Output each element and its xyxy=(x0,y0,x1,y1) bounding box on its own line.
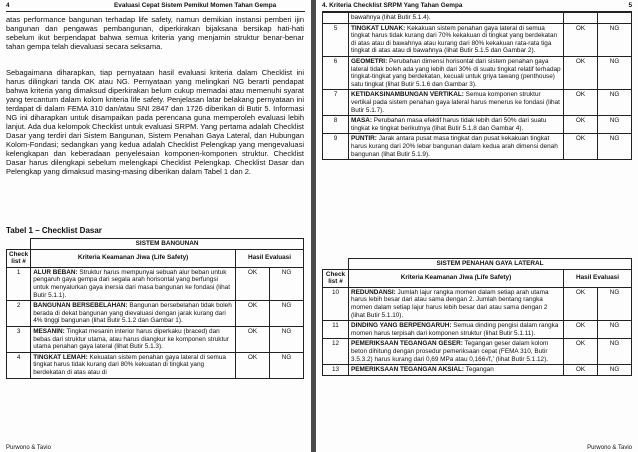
checklist-number: 13 xyxy=(323,365,349,376)
right-page-header xyxy=(322,2,632,12)
result-ok[interactable]: OK xyxy=(564,365,598,376)
left-page xyxy=(0,0,311,452)
result-ok[interactable]: OK xyxy=(236,352,270,378)
continuation-text: bawahnya (lihat Butir 5.1.4). xyxy=(349,13,564,24)
right-footer: Purwono & Tavio xyxy=(587,445,632,451)
result-ok[interactable]: OK xyxy=(564,23,598,56)
criteria-cell xyxy=(349,56,564,89)
criteria-title: ALUR BEBAN: xyxy=(33,268,78,276)
checklist-table-right-top xyxy=(322,12,632,160)
checklist-number: 11 xyxy=(323,321,349,339)
result-ng[interactable]: NG xyxy=(598,321,632,339)
result-ng[interactable]: NG xyxy=(598,287,632,320)
result-ok[interactable]: OK xyxy=(564,116,598,134)
criteria-cell xyxy=(349,321,564,339)
table-row xyxy=(323,116,632,134)
checklist-table-right-bottom xyxy=(322,258,632,376)
left-page-header xyxy=(6,2,305,12)
criteria-cell xyxy=(31,267,236,300)
result-ng[interactable]: NG xyxy=(598,90,632,116)
criteria-title: PUNTIR: xyxy=(351,135,377,143)
criteria-title: TINGKAT LUNAK: xyxy=(351,24,406,32)
criteria-title: DINDING YANG BERPENGARUH: xyxy=(351,322,452,330)
criteria-text: Tegangan xyxy=(464,366,494,374)
result-ok[interactable]: OK xyxy=(236,267,270,300)
criteria-cell xyxy=(349,23,564,56)
criteria-text: Struktur harus mempunyai sebuah alur beban untuk pengaruh gaya gempa dari segala arah horisontal yang berfungsi untuk menyalurkan gaya inersia dari masa bangunan ke fondasi (lihat Butir 5.1.1). xyxy=(33,268,230,299)
table-row xyxy=(7,301,304,327)
result-ng[interactable]: NG xyxy=(270,301,304,327)
col-header-criteria: Kriteria Keamanan Jiwa (Life Safety) xyxy=(31,249,236,267)
result-ok[interactable]: OK xyxy=(564,339,598,365)
checklist-number: 12 xyxy=(323,339,349,365)
checklist-number: 7 xyxy=(323,90,349,116)
criteria-title: BANGUNAN BERSEBELAHAN: xyxy=(33,302,128,310)
criteria-cell xyxy=(349,287,564,320)
table-row xyxy=(323,90,632,116)
col-header-result: Hasil Evaluasi xyxy=(564,269,632,287)
col-header-result: Hasil Evaluasi xyxy=(236,249,304,267)
criteria-title: GEOMETRI: xyxy=(351,57,388,65)
checklist-number: 4 xyxy=(7,352,31,378)
result-ng[interactable]: NG xyxy=(270,326,304,352)
result-ng[interactable]: NG xyxy=(270,352,304,378)
criteria-cell xyxy=(31,326,236,352)
result-ng[interactable]: NG xyxy=(598,339,632,365)
result-ng[interactable]: NG xyxy=(598,116,632,134)
criteria-text: Bangunan bersebelahan tidak boleh berada di dekat bangunan yang dievaluasi dengan jarak kurang dari 4% tinggi bangunan (lihat Butir 5.1.2 dan Gambar 1). xyxy=(33,302,232,325)
col-header-checklist: Check list # xyxy=(7,249,31,267)
table-row xyxy=(7,267,304,300)
checklist-number: 10 xyxy=(323,287,349,320)
checklist-number: 9 xyxy=(323,134,349,160)
criteria-title: MASA: xyxy=(351,117,372,125)
criteria-text: Tingkat mesanin interior harus diperkaku (braced) dan bebas dari struktur utama, atau harus diangkur ke komponen struktur utama penahan gaya lateral (lihat Butir 5.1.3). xyxy=(33,327,229,351)
table-row xyxy=(7,326,304,352)
result-ok[interactable]: OK xyxy=(564,287,598,320)
criteria-text: Jumlah lajur rangka momen dalam setiap arah utama harus lebih besar dari atau sama dengan 2. Jumlah bentang rangka momen dalam setiap lajur harus lebih besar dari atau sama dengan 2 (lihat Butir 5.1.10). xyxy=(351,288,549,319)
criteria-cell xyxy=(31,301,236,327)
criteria-title: PEMERIKSAAN TEGANGAN AKSIAL: xyxy=(351,366,465,374)
paragraph-intro: atas performance bangunan terhadap life safety, namun demikian instansi pemberi ijin bangunan dan pengawas pembangunan, diperkirakan bijaksana bersikap hati-hati sebelum ikut berpendapat bahwa semua kriteria yang menjamin struktur benar-benar tahan gempa telah dievaluasi secara seksama. xyxy=(6,15,304,51)
table-row xyxy=(323,365,632,376)
right-page-number: 5 xyxy=(628,2,632,9)
left-page-number: 4 xyxy=(6,2,10,9)
criteria-cell xyxy=(349,134,564,160)
result-ok[interactable]: OK xyxy=(564,134,598,160)
left-footer: Purwono & Tavio xyxy=(6,445,51,451)
table-row xyxy=(323,23,632,56)
section-header-building-system: SISTEM BANGUNAN xyxy=(31,239,304,250)
criteria-text: Kekuatan sistem penahan gaya lateral di semua tingkat harus tidak kurang dari 80% kekuatan di tingkat yang berdekatan di atas atau di xyxy=(33,353,226,376)
section-header-lateral-system: SISTEM PENAHAN GAYA LATERAL xyxy=(349,259,632,270)
result-ok[interactable]: OK xyxy=(564,321,598,339)
criteria-title: MESANIN: xyxy=(33,327,65,335)
col-header-checklist: Check list # xyxy=(323,269,349,287)
left-running-title: Evaluasi Cepat Sistem Pemikul Momen Tahan Gempa xyxy=(114,2,277,9)
result-ok[interactable]: OK xyxy=(564,56,598,89)
criteria-text: Semua komponen struktur vertikal pada sistem penahan gaya lateral harus menerus ke fondasi (lihat Butir 5.1.7). xyxy=(351,91,560,114)
checklist-number: 3 xyxy=(7,326,31,352)
criteria-cell xyxy=(349,365,564,376)
criteria-title: KETIDAKSINAMBUNGAN VERTIKAL: xyxy=(351,91,464,99)
table-row xyxy=(323,134,632,160)
criteria-title: REDUNDANSI: xyxy=(351,288,396,296)
checklist-number: 6 xyxy=(323,56,349,89)
criteria-text: Jarak antara pusat masa tingkat dan pusat kekakuan tingkat harus kurang dari 20% lebar bangunan dalam kedua arah dimensi denah bangunan (lihat Butir 5.1.9). xyxy=(351,135,558,158)
criteria-cell xyxy=(31,352,236,378)
table-row xyxy=(7,352,304,378)
criteria-title: TINGKAT LEMAH: xyxy=(33,353,88,361)
result-ng[interactable]: NG xyxy=(598,56,632,89)
paragraph-checklist-explanation: Sebagaimana diharapkan, tiap pernyataan hasil evaluasi kriteria dalam Checklist ini harus dilingkari tanda OK atau NG. Pernyataan yang melingkari NG berarti pendapat bahwa kriteria yang dimaksud diperkirakan belum cukup memadai atau memenuhi syarat yang tercantum dalam kolom kriteria life safety. Penjelasan latar belakang pernyataan ini terdapat di dalam FEMA 310 dan/atau SNI 2847 dan 1726 diberikan di Butir 5. Informasi NG ini diharapkan untuk disampaikan pada perencana guna memperoleh evaluasi lebih lanjut. Ada dua kelompok Checklist untuk evaluasi SRPM. Yang pertama adalah Checklist Dasar yang terdiri dari Sistem Bangunan, Sistem Penahan Gaya Lateral, dan Hubungan Kolom-Fondasi; sedangkan yang kedua adalah Checklist Pelengkap yang mengevaluasi kelengkapan dan keberadaan penyelesaian komponen-komponen struktur. Checklist Dasar harus dilengkapi sebelum melengkapi Checklist Pelengkap. Checklist Dasar dan Pelengkap yang dimaksud masing-masing diberikan dalam Tabel 1 dan 2. xyxy=(6,68,304,176)
table-row xyxy=(323,339,632,365)
criteria-cell xyxy=(349,339,564,365)
criteria-text: Semua dinding pengisi dalam rangka momen harus terpisah dari komponen struktur (lihat Butir 5.1.11). xyxy=(351,322,559,337)
table-caption: Tabel 1 – Checklist Dasar xyxy=(6,226,102,235)
criteria-text: Kekakuan sistem penahan gaya lateral di semua tingkat harus tidak kurang dari 70% kekakuan di tingkat yang berdekatan di atas atau di bawahnya atau kurang dari 80% kekakuan rata-rata tiga tingkat di atas atau di bawahnya (lihat Butir 5.1.5 dan Gambar 2). xyxy=(351,24,558,55)
result-ok[interactable]: OK xyxy=(564,90,598,116)
result-ng[interactable]: NG xyxy=(598,134,632,160)
result-ng[interactable]: NG xyxy=(598,365,632,376)
right-running-title: 4. Kriteria Checklist SRPM Yang Tahan Gempa xyxy=(322,2,463,9)
result-ok[interactable]: OK xyxy=(236,301,270,327)
table-row xyxy=(323,321,632,339)
table-row xyxy=(323,287,632,320)
checklist-number: 1 xyxy=(7,267,31,300)
criteria-cell xyxy=(349,90,564,116)
result-ng[interactable]: NG xyxy=(270,267,304,300)
result-ok[interactable]: OK xyxy=(236,326,270,352)
criteria-cell xyxy=(349,116,564,134)
checklist-number: 8 xyxy=(323,116,349,134)
criteria-title: PEMERIKSAAN TEGANGAN GESER: xyxy=(351,340,463,348)
criteria-text: Perubahan masa efektif harus tidak lebih dari 50% dari suatu tingkat ke tingkat berikutnya (lihat Butir 5.1.8 dan Gambar 4). xyxy=(351,117,547,132)
right-page xyxy=(316,0,638,452)
checklist-number: 5 xyxy=(323,23,349,56)
table-row xyxy=(323,56,632,89)
criteria-text: Perubahan dimensi horisontal dari sistem penahan gaya lateral tidak boleh ada yang lebih dari 30% di suatu tingkat relatif terhadap tingkat-tingkat yang berdekatan, kecuali untuk griya tawang (penthouse) satu tingkat (lihat Butir 5.1.6 dan Gambar 3). xyxy=(351,57,561,88)
result-ng[interactable]: NG xyxy=(598,23,632,56)
criteria-text: Tegangan geser dalam kolom beton dihitung dengan prosedur pemeriksaan cepat (FEMA 310, Butir 3.5.3.2) harus kurang dari 0,69 MPa atau 0,166√f꜀' (lihat Butir 5.1.12). xyxy=(351,340,549,363)
col-header-criteria: Kriteria Keamanan Jiwa (Life Safety) xyxy=(349,269,564,287)
checklist-table-left xyxy=(6,238,304,379)
checklist-number: 2 xyxy=(7,301,31,327)
